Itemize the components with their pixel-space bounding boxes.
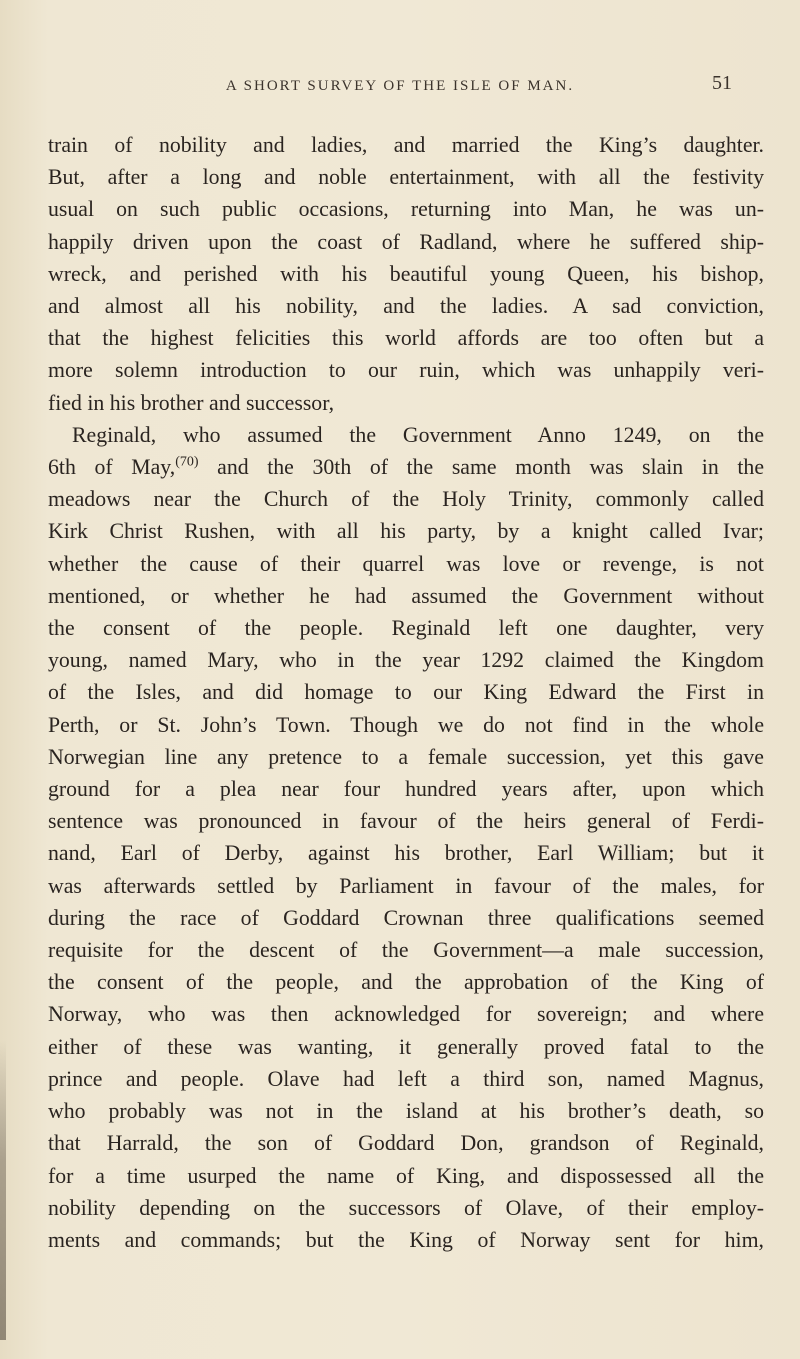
page-edge-shadow [0, 1040, 6, 1340]
text-line: more solemn introduction to our ruin, which was unhappily veri- [48, 358, 764, 383]
text-line: that the highest felicities this world affords are too often but a [48, 326, 764, 351]
text-line: train of nobility and ladies, and married the King’s daughter. [48, 133, 764, 157]
text-line: But, after a long and noble entertainment, with all the festivity [48, 165, 764, 190]
text-line: Reginald, who assumed the Government Anno 1249, on the [72, 422, 764, 447]
text-line: the consent of the people, and the approbation of the King of [48, 970, 764, 995]
text-line: either of these was wanting, it generally proved fatal to the [48, 1034, 764, 1059]
text-line: of the Isles, and did homage to our King Edward the First in [48, 680, 764, 705]
text-segment: and the 30th of the same month was slain in the [198, 455, 764, 480]
text-line: prince and people. Olave had left a third son, named Magnus, [48, 1066, 764, 1091]
text-line: mentioned, or whether he had assumed the Government without [48, 583, 764, 608]
text-line: whether the cause of their quarrel was love or revenge, is not [48, 551, 764, 576]
text-line: meadows near the Church of the Holy Trinity, commonly called [48, 487, 764, 512]
text-line: happily driven upon the coast of Radland, where he suffered ship- [48, 229, 764, 254]
text-line: for a time usurped the name of King, and dispossessed all the [48, 1163, 764, 1188]
text-line: nand, Earl of Derby, against his brother, Earl William; but it [48, 841, 764, 866]
text-line: was afterwards settled by Parliament in favour of the males, for [48, 873, 764, 898]
text-line: Perth, or St. John’s Town. Though we do not find in the whole [48, 712, 764, 737]
text-line: usual on such public occasions, returning into Man, he was un- [48, 197, 764, 222]
text-line: during the race of Goddard Crownan three qualifications seemed [48, 905, 764, 930]
text-line: requisite for the descent of the Government—a male succession, [48, 938, 764, 963]
text-line: Norwegian line any pretence to a female succession, yet this gave [48, 744, 764, 769]
text-segment: 6th of May, [48, 455, 176, 480]
text-line-with-note [48, 451, 764, 483]
text-line: young, named Mary, who in the year 1292 claimed the Kingdom [48, 648, 764, 673]
running-head: A SHORT SURVEY OF THE ISLE OF MAN. [225, 78, 575, 94]
text-line: nobility depending on the successors of Olave, of their employ- [48, 1195, 764, 1220]
text-line: wreck, and perished with his beautiful young Queen, his bishop, [48, 261, 764, 286]
text-line: Kirk Christ Rushen, with all his party, by a knight called Ivar; [48, 519, 764, 544]
text-line: who probably was not in the island at his brother’s death, so [48, 1099, 764, 1124]
text-line: that Harrald, the son of Goddard Don, grandson of Reginald, [48, 1131, 764, 1156]
text-line: Norway, who was then acknowledged for sovereign; and where [48, 1002, 764, 1027]
page-number: 51 [712, 72, 732, 94]
text-line: fied in his brother and successor, [48, 390, 335, 415]
text-line: and almost all his nobility, and the ladies. A sad conviction, [48, 294, 764, 319]
body-text [48, 129, 764, 1256]
text-line: ground for a plea near four hundred years after, upon which [48, 777, 764, 802]
text-line: the consent of the people. Reginald left one daughter, very [48, 616, 764, 641]
text-line: sentence was pronounced in favour of the heirs general of Ferdi- [48, 809, 764, 834]
text-line: ments and commands; but the King of Norway sent for him, [48, 1227, 764, 1252]
footnote-reference: (70) [175, 454, 199, 470]
